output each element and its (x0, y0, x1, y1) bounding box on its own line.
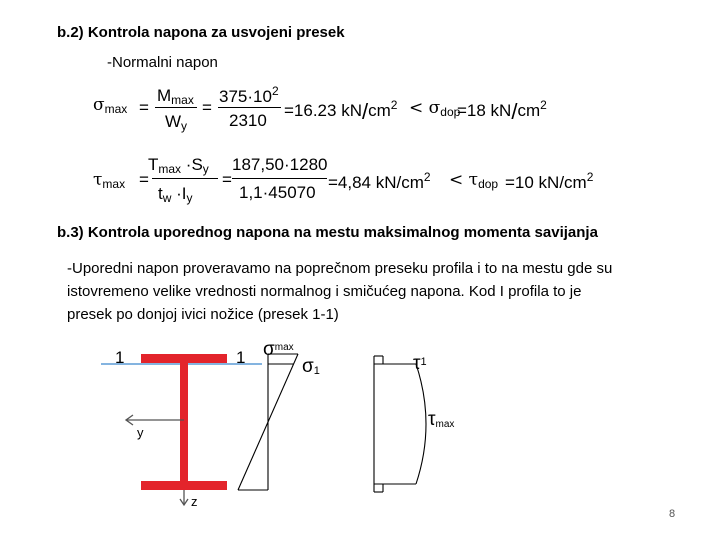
tau-max-label: τmax (428, 409, 455, 430)
bottom-flange (141, 481, 227, 490)
tau-1-label: $\tau^1$ (413, 353, 427, 374)
eq2-limit: =10 $kN/cm^2$ (505, 170, 594, 192)
section-b3-paragraph (67, 257, 612, 326)
eq2-frac1-num: $T_{max} \cdot S_y$ (148, 155, 209, 176)
eq1-compare: < $\sigma_{dop}$ (409, 98, 461, 119)
eq1-frac1-den: $W_y$ (165, 112, 188, 133)
eq2-frac1-den: $t_w \cdot I_y$ (158, 184, 193, 205)
paragraph-line: presek po donjoj ivici nožice (presek 1-1) (67, 306, 339, 323)
z-axis-arrow (180, 490, 188, 505)
page-number: 8 (669, 508, 676, 520)
eq1-limit: =18 $kN/cm^2$ (457, 98, 547, 124)
stress-diagram (0, 330, 720, 540)
y-axis-arrow (126, 415, 184, 425)
eq2-frac2-num: 187,50·1280 (232, 155, 328, 174)
section-b2-heading: b.2) Kontrola napona za usvojeni presek (57, 24, 345, 41)
section-label-right: 1 (236, 348, 246, 367)
axis-z-label: z (191, 494, 198, 509)
eq1-frac1-num: $M_{max}$ (157, 86, 194, 107)
sigma-1-label: σ1 (302, 356, 320, 377)
shear-stress-diagram (374, 356, 426, 492)
i-profile (141, 354, 227, 490)
web (180, 363, 188, 481)
axis-y-label: y (137, 425, 144, 440)
eq1-lhs: σ (93, 95, 105, 115)
paragraph-line: istovremeno velike vrednosti normalnog i smičućeg napona. Kod I profila to je (67, 283, 582, 300)
paragraph-line: -Uporedni napon proveravamo na poprečnom preseku profila i to na mestu gde su (67, 260, 613, 277)
sigma-max-label: $\sigma^{max}$ (263, 339, 294, 360)
section-b3-heading: b.3) Kontrola uporednog napona na mestu maksimalnog momenta savijanja (57, 224, 598, 241)
normal-stress-diagram (238, 354, 298, 490)
eq2-frac2-den: 1,1·45070 (239, 183, 316, 202)
eq1-frac2-den: 2310 (229, 111, 267, 130)
section-b2-subheading: -Normalni napon (107, 54, 218, 71)
eq2-compare: < $\tau_{dop}$ (449, 170, 499, 191)
eq2-result: =4,84 $kN/cm^2$ (328, 170, 431, 192)
eq1-result: =16.23 $kN/cm^2$ (284, 98, 398, 124)
section-label-left: 1 (115, 348, 125, 367)
eq2-lhs: τ (93, 170, 103, 190)
eq1-frac2-num: $375\cdot 10^2$ (219, 84, 279, 106)
top-flange (141, 354, 227, 363)
